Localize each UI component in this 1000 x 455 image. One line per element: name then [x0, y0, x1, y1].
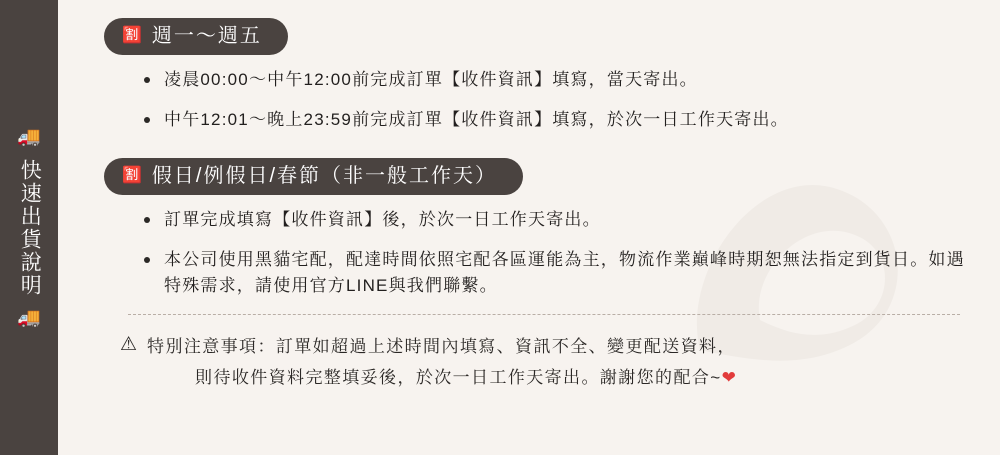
discount-icon: 🈹: [122, 27, 144, 45]
section-badge-label: 週一～週五: [151, 25, 262, 47]
weekday-rules-list: [104, 67, 970, 134]
sidebar-vertical-title: 快速出貨說明: [18, 158, 42, 297]
truck-icon: 🚚: [17, 126, 41, 148]
special-notice-line-1: 特別注意事項：訂單如超過上述時間內填寫、資訊不全、變更配送資料，: [147, 336, 736, 356]
holiday-rules-list: [104, 207, 970, 300]
sidebar-title-bar: [0, 0, 58, 455]
discount-icon: 🈹: [122, 166, 144, 184]
list-item: 凌晨00:00～中午12:00前完成訂單【收件資訊】填寫，當天寄出。: [144, 67, 970, 93]
section-badge-label: 假日/例假日/春節（非一般工作天）: [151, 164, 498, 187]
list-item: 本公司使用黑貓宅配，配達時間依照宅配各區運能為主，物流作業巔峰時期恕無法指定到貨日。如遇特殊需求，請使用官方LINE與我們聯繫。: [144, 247, 970, 300]
special-notice-line-2: 則待收件資料完整填妥後，於次一日工作天寄出。謝謝您的配合~: [195, 368, 722, 388]
list-item: 中午12:01～晚上23:59前完成訂單【收件資訊】填寫，於次一日工作天寄出。: [144, 107, 970, 133]
warning-icon: ⚠: [120, 333, 138, 355]
section-badge-weekday: [104, 18, 288, 55]
list-item: 訂單完成填寫【收件資訊】後，於次一日工作天寄出。: [144, 207, 970, 233]
special-notice: [120, 331, 970, 394]
truck-icon: 🚚: [17, 307, 41, 329]
heart-icon: ❤: [721, 368, 738, 388]
divider: [128, 314, 960, 315]
notice-content: [58, 0, 1000, 455]
section-badge-holiday: [104, 158, 523, 195]
